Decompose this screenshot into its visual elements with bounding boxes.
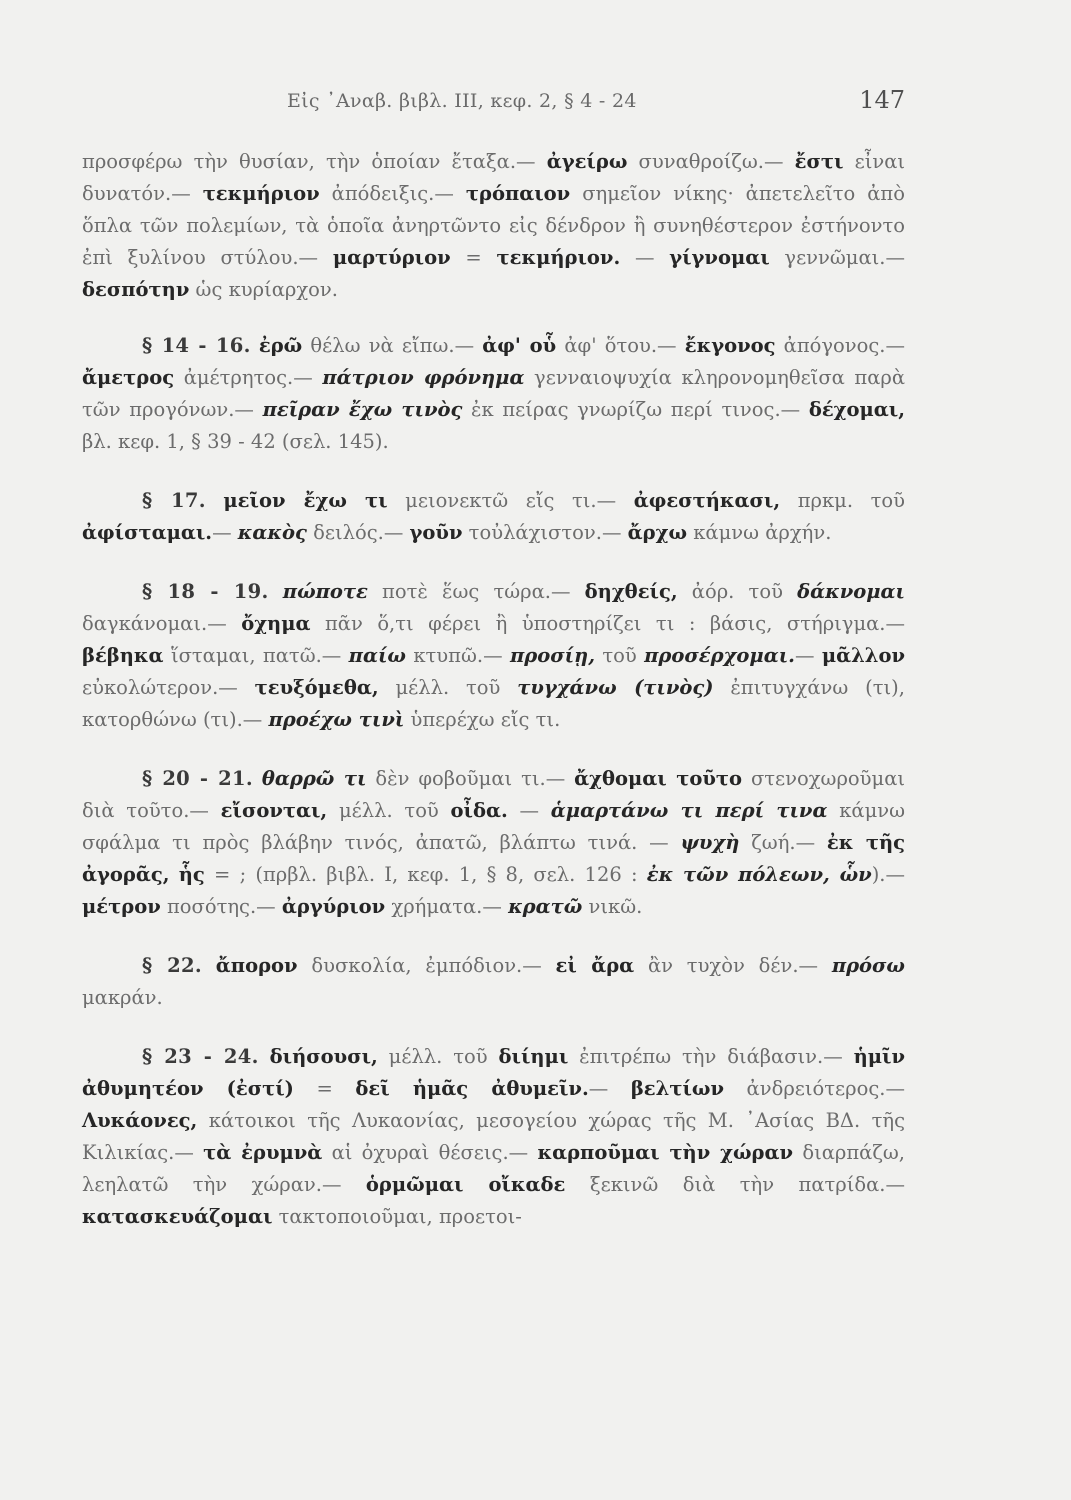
headword-italic: κακὸς (237, 521, 307, 544)
glossary-text (82, 146, 905, 1260)
glossary-paragraph (82, 146, 905, 306)
headword: ἄπορον (215, 954, 298, 977)
definition-text: ).— (871, 863, 905, 886)
headword: ἄμετρος (82, 366, 175, 389)
definition-text: — (794, 644, 822, 667)
definition-text: διαρπάζω, λεηλατῶ τὴν χώραν.— (82, 1141, 905, 1196)
definition-text: κάμνω ἀρχήν. (687, 521, 832, 544)
headword-italic: προέχω τινὶ (268, 708, 405, 731)
definition-text: — (620, 246, 670, 269)
glossary-paragraph (82, 485, 905, 549)
definition-text: θέλω νὰ εἴπω.— (302, 334, 483, 357)
definition-text: ἂν τυχὸν δέν.— (634, 954, 832, 977)
definition-text: μακράν. (82, 986, 163, 1009)
definition-text: ἐπιτρέπω τὴν διάβασιν.— (568, 1045, 854, 1068)
headword: τεκμήριον (202, 182, 320, 205)
definition-text: ποσότης.— (160, 895, 282, 918)
section-reference: § 14 - 16. (142, 334, 251, 357)
definition-text: = (293, 1077, 356, 1100)
definition-text: χρήματα.— (385, 895, 509, 918)
definition-text: ἀνδρειότερος.— (723, 1077, 905, 1100)
definition-text: ὑπερέχω εἴς τι. (404, 708, 561, 731)
definition-text: συναθροίζω.— (627, 150, 795, 173)
headword: ἔκγονος (684, 334, 776, 357)
definition-text: ἀμέτρητος.— (174, 366, 323, 389)
headword: μεῖον ἔχω τι (223, 489, 388, 512)
section-reference: § 22. (142, 954, 202, 977)
definition-text: ἀφ' ὅτου.— (556, 334, 685, 357)
definition-text: αἱ ὀχυραὶ θέσεις.— (322, 1141, 538, 1164)
section-reference: § 20 - 21. (142, 767, 253, 790)
definition-text: — (507, 799, 551, 822)
definition-text: — (212, 521, 238, 544)
headword: ὄχημα (241, 612, 311, 635)
headword-italic: πρόσω (831, 954, 906, 977)
headword: Λυκάονες, (82, 1109, 198, 1132)
headword: διήσουσι, (269, 1045, 378, 1068)
definition-text: τοῦ (595, 644, 645, 667)
headword: βέβηκα (82, 644, 164, 667)
headword-italic: θαρρῶ τι (261, 767, 367, 790)
headword: ἀφίσταμαι. (82, 521, 213, 544)
headword: μαρτύριον (332, 246, 451, 269)
definition-text: ζωή.— (739, 831, 827, 854)
definition-text: δειλός.— (306, 521, 410, 544)
definition-text: μέλλ. τοῦ (378, 676, 518, 699)
headword: ἔστι (794, 150, 844, 173)
headword: δεσπότην (82, 278, 190, 301)
headword: ἐκ τῆς ἀγορᾶς, (82, 831, 905, 886)
headword-italic: κρατῶ (508, 895, 583, 918)
headword: ἄχθομαι τοῦτο (574, 767, 743, 790)
definition-text: σημεῖον νίκης· ἀπετελεῖτο ἀπὸ ὅπλα τῶν πολεμίων, τὰ ὁποῖα ἀνηρτῶντο εἰς δένδρον ἢ συνηθέστερον ἐστήνοντο ἐπὶ ξυλίνου στύλου.— (82, 182, 905, 269)
definition-text: εὐκολώτερον.— (82, 676, 255, 699)
definition-text (251, 334, 259, 357)
headword-italic: πάτριον φρόνημα (322, 366, 525, 389)
headword: ὁρμῶμαι οἴκαδε (365, 1173, 566, 1196)
headword: δεῖ ἡμᾶς ἀθυμεῖν. (355, 1077, 589, 1100)
headword: βελτίων (630, 1077, 724, 1100)
headword: τὰ ἐρυμνὰ (203, 1141, 323, 1164)
headword: δηχθείς, (584, 580, 678, 603)
headword: ἡμῖν ἀθυμητέον (ἐστί) (82, 1045, 906, 1100)
headword-italic: προσίῃ, (509, 644, 595, 667)
definition-text: ποτὲ ἕως τώρα.— (367, 580, 585, 603)
definition-text: ἀπόδειξις.— (319, 182, 466, 205)
definition-text (259, 1045, 270, 1068)
headword: γοῦν (409, 521, 463, 544)
definition-text: μέλλ. τοῦ (327, 799, 451, 822)
headword: κατασκευάζομαι (82, 1205, 273, 1228)
glossary-paragraph (82, 576, 905, 736)
headword: ἀργύριον (281, 895, 386, 918)
definition-text: ἵσταμαι, πατῶ.— (163, 644, 349, 667)
definition-text: εἶναι δυνατόν.— (82, 150, 906, 205)
glossary-paragraph (82, 950, 905, 1014)
definition-text (170, 863, 179, 886)
headword: γίγνομαι (669, 246, 770, 269)
definition-text: πᾶν ὅ,τι φέρει ἢ ὑποστηρίζει τι : βάσις, στήριγμα.— (310, 612, 906, 635)
headword: τεκμήριον. (496, 246, 621, 269)
headword: διίημι (498, 1045, 569, 1068)
headword: τευξόμεθα, (254, 676, 379, 699)
headword-italic: ἁμαρτάνω τι περί τινα (550, 799, 828, 822)
definition-text: ἐπιτυγχάνω (τι), κατορθώνω (τι).— (82, 676, 905, 731)
headword: τρόπαιον (465, 182, 571, 205)
headword-italic: δάκνομαι (797, 580, 905, 603)
definition-text (253, 767, 262, 790)
definition-text: ξεκινῶ διὰ τὴν πατρίδα.— (565, 1173, 905, 1196)
definition-text: πρκμ. τοῦ (780, 489, 905, 512)
definition-text: γεννῶμαι.— (769, 246, 905, 269)
definition-text: τοὐλάχιστον.— (462, 521, 628, 544)
headword-italic: πεῖραν ἔχω τινὸς (262, 398, 463, 421)
headword: ἀφεστήκασι, (633, 489, 781, 512)
section-reference: § 17. (142, 489, 206, 512)
headword: μᾶλλον (821, 644, 905, 667)
definition-text: γενναιοψυχία κληρονομηθεῖσα παρὰ τῶν προγόνων.— (82, 366, 906, 421)
definition-text: προσφέρω τὴν θυσίαν, τὴν ὁποίαν ἔταξα.— (82, 150, 547, 173)
definition-text: δὲν φοβοῦμαι τι.— (366, 767, 575, 790)
headword: εἰ ἄρα (555, 954, 635, 977)
headword-italic: παίω (348, 644, 406, 667)
headword: δέχομαι, (808, 398, 906, 421)
headword: ἧς (178, 863, 205, 886)
definition-text: ἐκ πείρας γνωρίζω περί τινος.— (462, 398, 809, 421)
definition-text: ἀόρ. τοῦ (677, 580, 798, 603)
definition-text: κάτοικοι τῆς Λυκαονίας, μεσογείου χώρας τῆς Μ. ᾿Ασίας ΒΔ. τῆς Κιλικίας.— (82, 1109, 905, 1164)
definition-text: τακτοποιοῦμαι, προετοι- (272, 1205, 522, 1228)
definition-text: μειονεκτῶ εἴς τι.— (387, 489, 634, 512)
page-number: 147 (859, 86, 905, 114)
headword: ἄρχω (627, 521, 688, 544)
headword-italic: ψυχὴ (680, 831, 740, 854)
headword-italic: προσέρχομαι. (644, 644, 795, 667)
headword: καρποῦμαι τὴν χώραν (537, 1141, 794, 1164)
headword: μέτρον (82, 895, 161, 918)
headword: ἐρῶ (258, 334, 303, 357)
headword: εἴσονται, (220, 799, 328, 822)
headword: οἶδα. (450, 799, 508, 822)
definition-text: = ; (πρβλ. βιβλ. Ι, κεφ. 1, § 8, σελ. 126 : (204, 863, 647, 886)
definition-text: νικῶ. (582, 895, 643, 918)
glossary-paragraph (82, 330, 905, 458)
section-reference: § 18 - 19. (142, 580, 269, 603)
headword: ἀφ' οὗ (482, 334, 557, 357)
definition-text (269, 580, 283, 603)
definition-text: βλ. κεφ. 1, § 39 - 42 (σελ. 145). (82, 430, 389, 453)
headword-italic: τυγχάνω (τινὸς) (517, 676, 714, 699)
definition-text (202, 954, 216, 977)
definition-text: δαγκάνομαι.— (82, 612, 242, 635)
definition-text: ὡς κυρίαρχον. (189, 278, 338, 301)
definition-text: — (588, 1077, 631, 1100)
running-title: Εἰς ᾿Αναβ. βιβλ. ΙΙΙ, κεφ. 2, § 4 - 24 (287, 90, 637, 112)
definition-text: στενοχωροῦμαι διὰ τοῦτο.— (82, 767, 906, 822)
definition-text: κάμνω σφάλμα τι πρὸς βλάβην τινός, ἀπατῶ, βλάπτω τινά. — (82, 799, 905, 854)
glossary-paragraph (82, 1041, 905, 1233)
section-reference: § 23 - 24. (142, 1045, 259, 1068)
definition-text (206, 489, 224, 512)
headword-italic: ἐκ τῶν πόλεων, ὧν (646, 863, 872, 886)
definition-text: μέλλ. τοῦ (377, 1045, 499, 1068)
headword-italic: πώποτε (282, 580, 368, 603)
definition-text: δυσκολία, ἐμπόδιον.— (297, 954, 556, 977)
definition-text: = (450, 246, 497, 269)
page-header (82, 86, 905, 120)
headword: ἀγείρω (546, 150, 628, 173)
definition-text: ἀπόγονος.— (775, 334, 906, 357)
glossary-paragraph (82, 763, 905, 923)
definition-text: κτυπῶ.— (405, 644, 510, 667)
